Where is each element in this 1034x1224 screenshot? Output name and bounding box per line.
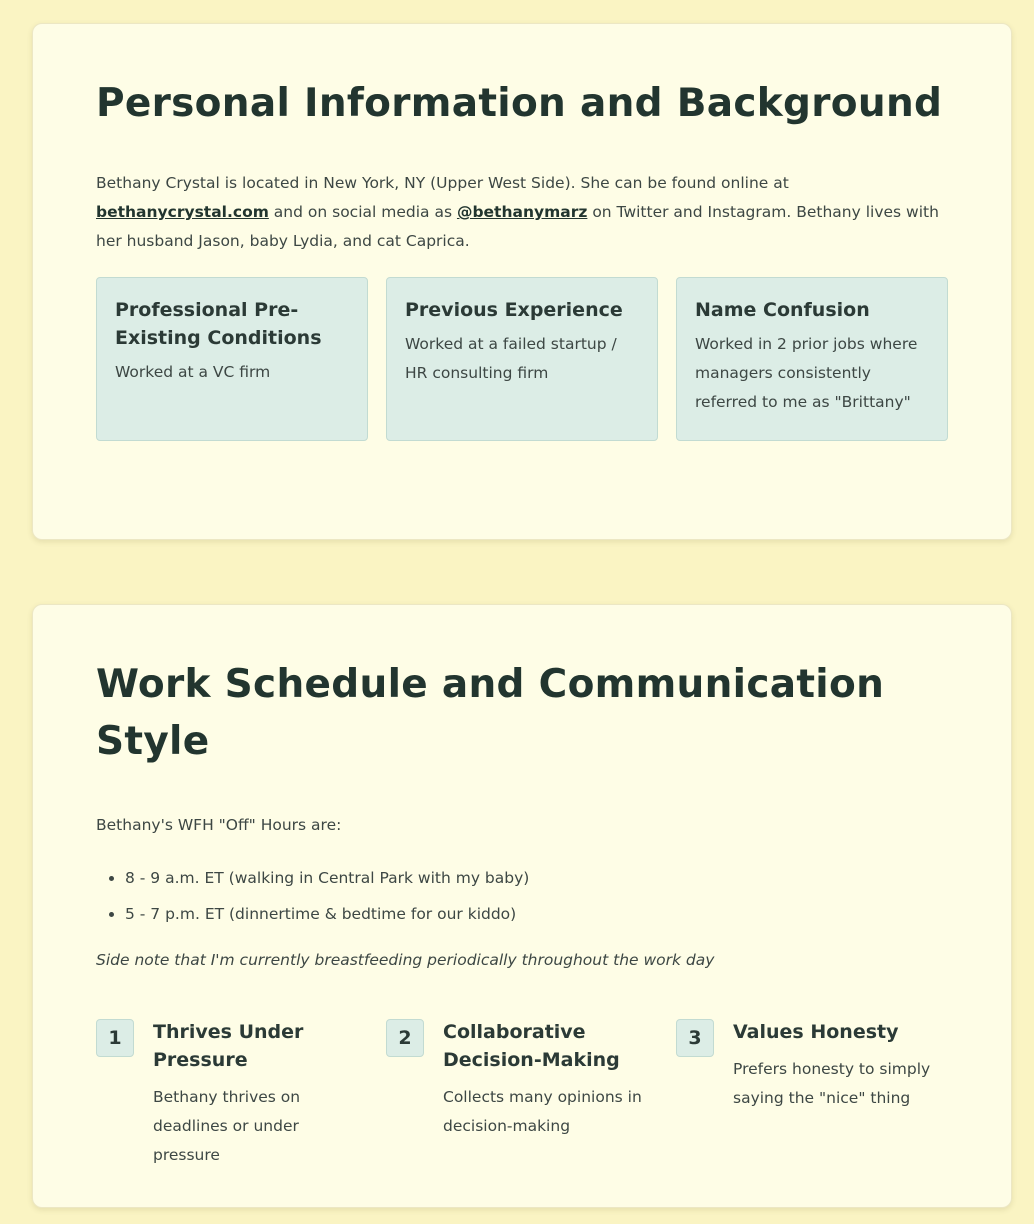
trait-item [96, 1018, 368, 1170]
background-card [32, 23, 1012, 540]
trait-title: Values Honesty [733, 1021, 899, 1043]
intro-text-2: and on social media as [268, 203, 457, 221]
trait-number-badge: 3 [676, 1019, 714, 1057]
trait-body [733, 1018, 948, 1113]
trait-text: Collects many opinions in decision-making [443, 1088, 642, 1135]
schedule-card [32, 604, 1012, 1208]
background-boxes [96, 277, 948, 441]
list-item: • 8 - 9 a.m. ET (walking in Central Park with my baby) [125, 860, 948, 896]
background-intro [96, 169, 946, 256]
info-box-preexisting [96, 277, 368, 441]
trait-body [443, 1018, 658, 1141]
intro-text-1: Bethany Crystal is located in New York, NY (Upper West Side). She can be found online at [96, 174, 789, 192]
schedule-intro: Bethany's WFH "Off" Hours are: [96, 816, 342, 834]
list-item: • 5 - 7 p.m. ET (dinnertime & bedtime for our kiddo) [125, 896, 948, 932]
background-title: Personal Information and Background [96, 81, 943, 126]
trait-body [153, 1018, 368, 1170]
schedule-title: Work Schedule and Communication Style [96, 662, 885, 764]
trait-title: Thrives Under Pressure [153, 1021, 304, 1071]
info-box-text: Worked at a VC firm [115, 363, 271, 381]
trait-number-badge: 1 [96, 1019, 134, 1057]
trait-number-badge: 2 [386, 1019, 424, 1057]
intro-text-3: on Twitter and Instagram. Bethany lives with her husband Jason, baby Lydia, and cat Caprica. [96, 203, 939, 250]
off-hours-list [96, 860, 948, 932]
trait-title: Collaborative Decision-Making [443, 1021, 620, 1071]
info-box-text: Worked at a failed startup / HR consulting firm [405, 335, 617, 382]
trait-item [386, 1018, 658, 1170]
trait-item [676, 1018, 948, 1170]
info-box-title: Professional Pre-Existing Conditions [115, 299, 322, 349]
info-box-text: Worked in 2 prior jobs where managers consistently referred to me as "Brittany" [695, 335, 918, 411]
traits-list [96, 1018, 948, 1170]
info-box-title: Previous Experience [405, 299, 623, 321]
info-box-previous-experience [386, 277, 658, 441]
info-box-name-confusion [676, 277, 948, 441]
info-box-title: Name Confusion [695, 299, 870, 321]
trait-text: Prefers honesty to simply saying the "nice" thing [733, 1060, 931, 1107]
website-link[interactable]: bethanycrystal.com [96, 203, 269, 221]
trait-text: Bethany thrives on deadlines or under pressure [153, 1088, 301, 1164]
social-handle-link[interactable]: @bethanymarz [456, 203, 588, 221]
breastfeeding-note: Side note that I'm currently breastfeeding periodically throughout the work day [96, 951, 715, 969]
